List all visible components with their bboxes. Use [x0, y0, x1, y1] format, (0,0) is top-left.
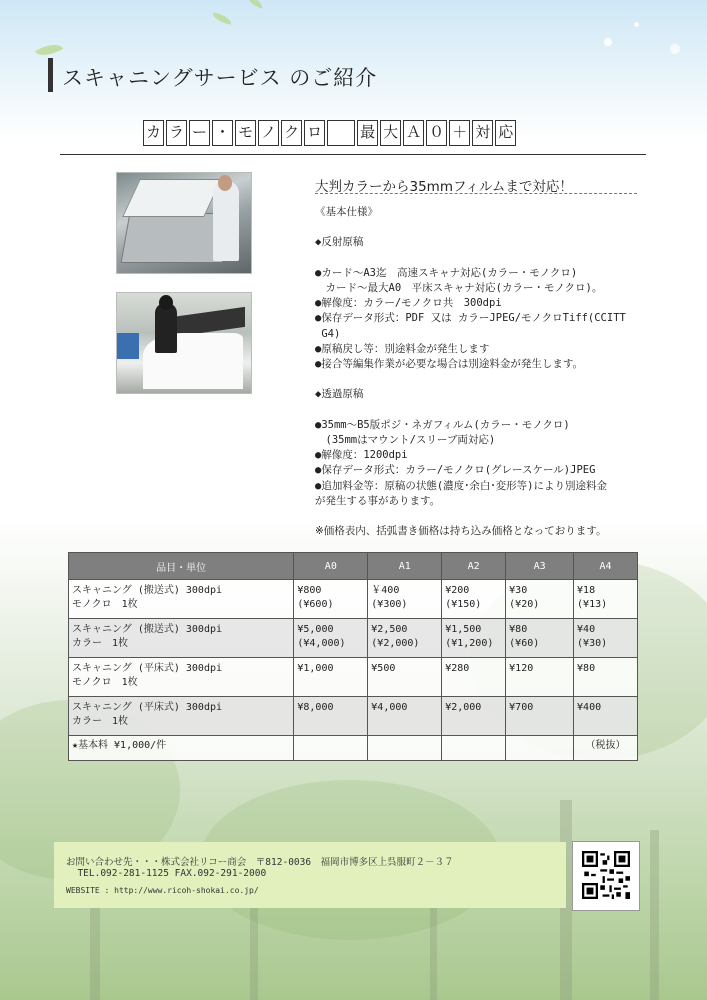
price-cell — [442, 658, 506, 697]
carry-in-price: (¥2,000) — [371, 638, 420, 649]
item-line: カラー 1枚 — [72, 638, 129, 649]
spec-body: 《基本仕様》 ◆反射原稿 ●カード～A3迄 高速スキャナ対応(カラー・モノクロ) カード～最大A0 平床スキャナ対応(カラー・モノクロ)。 ●解像度：カラー/モノクロ共 300dpi ●保存データ形式：PDF 又は カラーJPEG/モノクロTiff(CCITT G4) ●原稿戻し等：別途料金が発生します ●接合等編集作業が必要な場合は別途料金が発生します。 ◆透過原稿 ●35mm～B5版ポジ・ネガフィルム(カラー・モノクロ) (35mmはマウント/スリーブ両対応) ●解像度：1200dpi ●保存データ形式：カラー/モノクロ(グレースケール)JPEG ●追加料金等：原稿の状態(濃度･余白･変形等)により別途料金 が発生する事があります。 ※価格表内、括弧書き価格は持ち込み価格となっております。 — [315, 206, 626, 538]
leaf-decoration — [211, 12, 232, 24]
tagline-boxes — [143, 120, 516, 146]
price-cell — [506, 658, 574, 697]
tagline-cell: 大 — [380, 120, 401, 146]
sparkle-decoration — [604, 38, 612, 46]
tagline-cell: モ — [235, 120, 256, 146]
item-line: カラー 1枚 — [72, 716, 129, 727]
price: ¥2,500 — [371, 624, 408, 635]
tagline-cell: ロ — [304, 120, 325, 146]
empty-cell — [442, 736, 506, 761]
spec-heading: 大判カラーから35mmフィルムまで対応！ — [315, 179, 573, 195]
tagline-cell — [327, 120, 355, 146]
price: ¥700 — [509, 702, 534, 713]
wide-format-scanner-photo — [116, 292, 252, 394]
tagline-cell: 対 — [472, 120, 493, 146]
price: ¥400 — [577, 702, 602, 713]
price: ¥500 — [371, 663, 396, 674]
item-cell — [69, 580, 294, 619]
basic-fee-row — [69, 736, 638, 761]
price-cell — [506, 580, 574, 619]
price: ¥5,000 — [297, 624, 334, 635]
carry-in-price: (¥600) — [297, 599, 334, 610]
price-cell — [574, 658, 638, 697]
carry-in-price: (¥150) — [445, 599, 482, 610]
price: ¥8,000 — [297, 702, 334, 713]
sparkle-decoration — [670, 44, 680, 54]
price: ¥80 — [577, 663, 596, 674]
column-header: A0 — [294, 553, 368, 580]
column-header: A3 — [506, 553, 574, 580]
carry-in-price: (¥30) — [577, 638, 608, 649]
scanner-operator-photo — [116, 172, 252, 274]
price-cell — [368, 619, 442, 658]
item-cell — [69, 658, 294, 697]
price-cell — [294, 697, 368, 736]
price-cell — [368, 697, 442, 736]
price: ¥2,000 — [445, 702, 482, 713]
qr-code-icon — [582, 851, 630, 899]
column-header: A2 — [442, 553, 506, 580]
contact-phone: TEL.092-281-1125 FAX.092-291-2000 — [66, 868, 267, 879]
price-cell — [574, 580, 638, 619]
divider — [60, 154, 646, 155]
price-cell — [294, 619, 368, 658]
price-cell — [506, 619, 574, 658]
page-title: スキャニングサービス のご紹介 — [62, 66, 378, 90]
price: ¥800 — [297, 585, 322, 596]
item-line: スキャニング (搬送式) 300dpi — [72, 624, 223, 635]
price-cell — [506, 697, 574, 736]
tagline-cell: ・ — [212, 120, 233, 146]
basic-fee-cell: ★基本料 ¥1,000/件 — [69, 736, 294, 761]
table-row — [69, 658, 638, 697]
sparkle-decoration — [634, 22, 639, 27]
item-line: モノクロ 1枚 — [72, 677, 138, 688]
price: ¥80 — [509, 624, 528, 635]
price: ¥120 — [509, 663, 534, 674]
tagline-cell: ク — [281, 120, 302, 146]
carry-in-price: (¥13) — [577, 599, 608, 610]
price-cell — [574, 697, 638, 736]
tagline-cell: ＋ — [449, 120, 470, 146]
empty-cell — [506, 736, 574, 761]
carry-in-price: (¥60) — [509, 638, 540, 649]
tagline-cell: 最 — [357, 120, 378, 146]
price: ¥280 — [445, 663, 470, 674]
item-line: モノクロ 1枚 — [72, 599, 138, 610]
carry-in-price: (¥300) — [371, 599, 408, 610]
website-link[interactable]: WEBSITE : http://www.ricoh-shokai.co.jp/ — [66, 886, 259, 895]
price-table — [68, 552, 638, 761]
column-header: 品目・単位 — [69, 553, 294, 580]
tagline-cell: Ａ — [403, 120, 424, 146]
carry-in-price: (¥1,200) — [445, 638, 494, 649]
table-header-row — [69, 553, 638, 580]
price: ￥400 — [371, 585, 400, 596]
item-line: スキャニング (搬送式) 300dpi — [72, 585, 223, 596]
tagline-cell: ラ — [166, 120, 187, 146]
price-cell — [368, 580, 442, 619]
qr-code[interactable] — [572, 841, 640, 911]
price: ¥1,500 — [445, 624, 482, 635]
price-cell — [442, 580, 506, 619]
contact-address: お問い合わせ先・・・株式会社リコー商会 〒812-0036 福岡市博多区上呉服町２－３７ — [66, 857, 454, 868]
title-accent-bar — [48, 58, 53, 92]
price: ¥18 — [577, 585, 596, 596]
price-cell — [574, 619, 638, 658]
tagline-cell: カ — [143, 120, 164, 146]
contact-footer — [54, 842, 566, 908]
empty-cell — [294, 736, 368, 761]
price-cell — [442, 697, 506, 736]
table-row — [69, 619, 638, 658]
tax-note-cell: （税抜） — [574, 736, 638, 761]
price: ¥4,000 — [371, 702, 408, 713]
price: ¥30 — [509, 585, 528, 596]
column-header: A4 — [574, 553, 638, 580]
table-row — [69, 697, 638, 736]
item-cell — [69, 619, 294, 658]
price-cell — [294, 658, 368, 697]
item-line: スキャニング (平床式) 300dpi — [72, 663, 223, 674]
price-cell — [442, 619, 506, 658]
tagline-cell: ー — [189, 120, 210, 146]
tagline-cell: ０ — [426, 120, 447, 146]
price-cell — [368, 658, 442, 697]
item-cell — [69, 697, 294, 736]
tagline-cell: ノ — [258, 120, 279, 146]
price: ¥1,000 — [297, 663, 334, 674]
table-row — [69, 580, 638, 619]
tagline-cell: 応 — [495, 120, 516, 146]
item-line: スキャニング (平床式) 300dpi — [72, 702, 223, 713]
column-header: A1 — [368, 553, 442, 580]
price-cell — [294, 580, 368, 619]
spec-divider — [315, 193, 637, 194]
price: ¥200 — [445, 585, 470, 596]
carry-in-price: (¥20) — [509, 599, 540, 610]
price: ¥40 — [577, 624, 596, 635]
carry-in-price: (¥4,000) — [297, 638, 346, 649]
empty-cell — [368, 736, 442, 761]
leaf-decoration — [245, 0, 265, 9]
